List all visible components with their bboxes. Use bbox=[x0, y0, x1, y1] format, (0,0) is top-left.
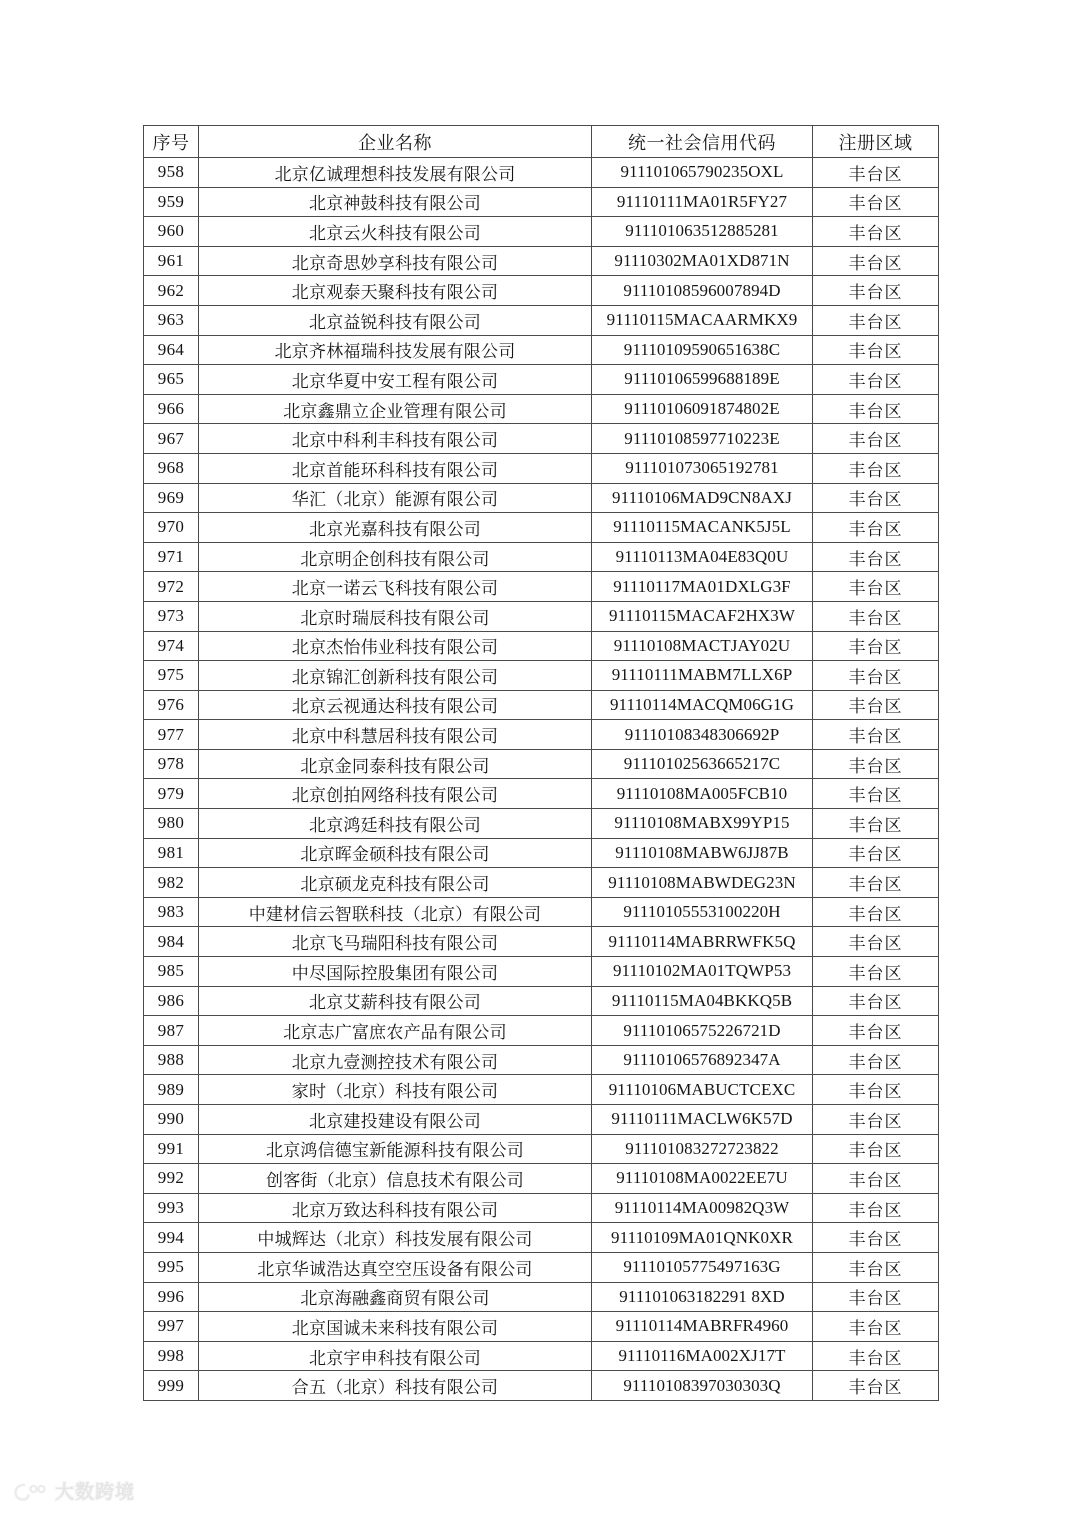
logo-mark-icon bbox=[14, 1482, 48, 1502]
cell-credit-code: 91110108397030303Q bbox=[592, 1371, 813, 1401]
cell-company-name: 北京一诺云飞科技有限公司 bbox=[199, 572, 592, 602]
table-row bbox=[144, 305, 939, 335]
cell-index: 973 bbox=[144, 601, 199, 631]
cell-region: 丰台区 bbox=[813, 246, 939, 276]
cell-credit-code: 91110106575226721D bbox=[592, 1016, 813, 1046]
cell-credit-code: 91110102563665217C bbox=[592, 749, 813, 779]
cell-index: 997 bbox=[144, 1312, 199, 1342]
cell-index: 978 bbox=[144, 749, 199, 779]
cell-credit-code: 91110114MABRFR4960 bbox=[592, 1312, 813, 1342]
cell-company-name: 北京明企创科技有限公司 bbox=[199, 542, 592, 572]
table-row bbox=[144, 1164, 939, 1194]
table-header-row bbox=[144, 126, 939, 158]
cell-region: 丰台区 bbox=[813, 838, 939, 868]
cell-region: 丰台区 bbox=[813, 809, 939, 839]
cell-index: 962 bbox=[144, 276, 199, 306]
cell-region: 丰台区 bbox=[813, 631, 939, 661]
cell-region: 丰台区 bbox=[813, 158, 939, 188]
cell-index: 988 bbox=[144, 1045, 199, 1075]
table-row bbox=[144, 1252, 939, 1282]
table-row bbox=[144, 217, 939, 247]
cell-company-name: 北京华诚浩达真空空压设备有限公司 bbox=[199, 1252, 592, 1282]
table-row bbox=[144, 453, 939, 483]
table-row bbox=[144, 542, 939, 572]
cell-credit-code: 91110114MACQM06G1G bbox=[592, 690, 813, 720]
cell-credit-code: 911101063512885281 bbox=[592, 217, 813, 247]
table-row bbox=[144, 483, 939, 513]
cell-company-name: 北京宇申科技有限公司 bbox=[199, 1341, 592, 1371]
cell-index: 965 bbox=[144, 365, 199, 395]
cell-company-name: 北京云视通达科技有限公司 bbox=[199, 690, 592, 720]
cell-company-name: 北京鸿廷科技有限公司 bbox=[199, 809, 592, 839]
cell-region: 丰台区 bbox=[813, 720, 939, 750]
cell-company-name: 创客街（北京）信息技术有限公司 bbox=[199, 1164, 592, 1194]
cell-company-name: 北京飞马瑞阳科技有限公司 bbox=[199, 927, 592, 957]
cell-credit-code: 91110114MABRRWFK5Q bbox=[592, 927, 813, 957]
cell-company-name: 北京创拍网络科技有限公司 bbox=[199, 779, 592, 809]
table-body bbox=[144, 158, 939, 1401]
table-row bbox=[144, 1282, 939, 1312]
cell-credit-code: 91110109MA01QNK0XR bbox=[592, 1223, 813, 1253]
cell-company-name: 北京硕龙克科技有限公司 bbox=[199, 868, 592, 898]
table-row bbox=[144, 986, 939, 1016]
cell-region: 丰台区 bbox=[813, 661, 939, 691]
cell-index: 963 bbox=[144, 305, 199, 335]
cell-index: 959 bbox=[144, 187, 199, 217]
cell-region: 丰台区 bbox=[813, 1164, 939, 1194]
table-row bbox=[144, 957, 939, 987]
cell-company-name: 北京中科慧居科技有限公司 bbox=[199, 720, 592, 750]
table-row bbox=[144, 1134, 939, 1164]
cell-company-name: 北京益锐科技有限公司 bbox=[199, 305, 592, 335]
registry-table bbox=[143, 125, 939, 1401]
cell-credit-code: 91110111MABM7LLX6P bbox=[592, 661, 813, 691]
cell-company-name: 北京志广富庶农产品有限公司 bbox=[199, 1016, 592, 1046]
table-row bbox=[144, 335, 939, 365]
cell-index: 999 bbox=[144, 1371, 199, 1401]
cell-index: 986 bbox=[144, 986, 199, 1016]
cell-region: 丰台区 bbox=[813, 335, 939, 365]
table-row bbox=[144, 1371, 939, 1401]
cell-company-name: 北京时瑞辰科技有限公司 bbox=[199, 601, 592, 631]
cell-region: 丰台区 bbox=[813, 1223, 939, 1253]
cell-credit-code: 91110108MA0022EE7U bbox=[592, 1164, 813, 1194]
cell-index: 985 bbox=[144, 957, 199, 987]
cell-index: 980 bbox=[144, 809, 199, 839]
cell-index: 993 bbox=[144, 1193, 199, 1223]
cell-credit-code: 91110108MABW6JJ87B bbox=[592, 838, 813, 868]
cell-region: 丰台区 bbox=[813, 986, 939, 1016]
cell-credit-code: 91110115MA04BKKQ5B bbox=[592, 986, 813, 1016]
table-row bbox=[144, 365, 939, 395]
table-header bbox=[144, 126, 939, 158]
cell-credit-code: 91110108MA005FCB10 bbox=[592, 779, 813, 809]
table-row bbox=[144, 1045, 939, 1075]
cell-index: 981 bbox=[144, 838, 199, 868]
cell-index: 982 bbox=[144, 868, 199, 898]
cell-region: 丰台区 bbox=[813, 1134, 939, 1164]
cell-region: 丰台区 bbox=[813, 187, 939, 217]
cell-index: 972 bbox=[144, 572, 199, 602]
cell-credit-code: 91110115MACAARMKX9 bbox=[592, 305, 813, 335]
cell-credit-code: 91110106599688189E bbox=[592, 365, 813, 395]
table-row bbox=[144, 1341, 939, 1371]
cell-company-name: 中城辉达（北京）科技发展有限公司 bbox=[199, 1223, 592, 1253]
table-row bbox=[144, 1105, 939, 1135]
cell-index: 971 bbox=[144, 542, 199, 572]
cell-region: 丰台区 bbox=[813, 601, 939, 631]
cell-company-name: 北京杰怡伟业科技有限公司 bbox=[199, 631, 592, 661]
cell-region: 丰台区 bbox=[813, 927, 939, 957]
cell-index: 961 bbox=[144, 246, 199, 276]
cell-credit-code: 91110115MACANK5J5L bbox=[592, 513, 813, 543]
cell-index: 979 bbox=[144, 779, 199, 809]
cell-region: 丰台区 bbox=[813, 513, 939, 543]
cell-region: 丰台区 bbox=[813, 1016, 939, 1046]
table-row bbox=[144, 690, 939, 720]
table-row bbox=[144, 868, 939, 898]
table-row bbox=[144, 572, 939, 602]
cell-region: 丰台区 bbox=[813, 779, 939, 809]
cell-index: 995 bbox=[144, 1252, 199, 1282]
cell-credit-code: 91110102MA01TQWP53 bbox=[592, 957, 813, 987]
cell-index: 990 bbox=[144, 1105, 199, 1135]
table-row bbox=[144, 246, 939, 276]
cell-credit-code: 91110111MA01R5FY27 bbox=[592, 187, 813, 217]
cell-region: 丰台区 bbox=[813, 1193, 939, 1223]
column-header-name: 企业名称 bbox=[199, 126, 592, 158]
cell-region: 丰台区 bbox=[813, 1371, 939, 1401]
cell-credit-code: 91110108MABWDEG23N bbox=[592, 868, 813, 898]
table-row bbox=[144, 1223, 939, 1253]
cell-region: 丰台区 bbox=[813, 749, 939, 779]
cell-credit-code: 91110105775497163G bbox=[592, 1252, 813, 1282]
cell-credit-code: 91110117MA01DXLG3F bbox=[592, 572, 813, 602]
cell-company-name: 家时（北京）科技有限公司 bbox=[199, 1075, 592, 1105]
cell-credit-code: 91110116MA002XJ17T bbox=[592, 1341, 813, 1371]
cell-index: 994 bbox=[144, 1223, 199, 1253]
cell-region: 丰台区 bbox=[813, 542, 939, 572]
cell-credit-code: 91110113MA04E83Q0U bbox=[592, 542, 813, 572]
cell-company-name: 北京艾薪科技有限公司 bbox=[199, 986, 592, 1016]
cell-company-name: 北京鸿信德宝新能源科技有限公司 bbox=[199, 1134, 592, 1164]
watermark-text: 大数跨境 bbox=[55, 1480, 136, 1503]
cell-company-name: 中尽国际控股集团有限公司 bbox=[199, 957, 592, 987]
cell-region: 丰台区 bbox=[813, 394, 939, 424]
table-row bbox=[144, 720, 939, 750]
cell-credit-code: 911101073065192781 bbox=[592, 453, 813, 483]
cell-index: 976 bbox=[144, 690, 199, 720]
table-row bbox=[144, 187, 939, 217]
cell-region: 丰台区 bbox=[813, 957, 939, 987]
cell-index: 984 bbox=[144, 927, 199, 957]
cell-index: 969 bbox=[144, 483, 199, 513]
cell-index: 968 bbox=[144, 453, 199, 483]
table-row bbox=[144, 513, 939, 543]
cell-company-name: 北京万致达科科技有限公司 bbox=[199, 1193, 592, 1223]
table-row bbox=[144, 749, 939, 779]
cell-company-name: 合五（北京）科技有限公司 bbox=[199, 1371, 592, 1401]
table-row bbox=[144, 631, 939, 661]
table-row bbox=[144, 1016, 939, 1046]
cell-region: 丰台区 bbox=[813, 1312, 939, 1342]
cell-company-name: 北京锦汇创新科技有限公司 bbox=[199, 661, 592, 691]
cell-credit-code: 91110106576892347A bbox=[592, 1045, 813, 1075]
cell-credit-code: 91110108348306692P bbox=[592, 720, 813, 750]
cell-index: 996 bbox=[144, 1282, 199, 1312]
cell-credit-code: 91110108597710223E bbox=[592, 424, 813, 454]
cell-credit-code: 91110115MACAF2HX3W bbox=[592, 601, 813, 631]
cell-credit-code: 91110106MABUCTCEXC bbox=[592, 1075, 813, 1105]
cell-region: 丰台区 bbox=[813, 897, 939, 927]
cell-company-name: 北京中科利丰科技有限公司 bbox=[199, 424, 592, 454]
cell-region: 丰台区 bbox=[813, 868, 939, 898]
cell-index: 983 bbox=[144, 897, 199, 927]
cell-company-name: 中建材信云智联科技（北京）有限公司 bbox=[199, 897, 592, 927]
cell-region: 丰台区 bbox=[813, 1282, 939, 1312]
cell-company-name: 北京奇思妙享科技有限公司 bbox=[199, 246, 592, 276]
column-header-index: 序号 bbox=[144, 126, 199, 158]
cell-company-name: 北京观泰天聚科技有限公司 bbox=[199, 276, 592, 306]
table-row bbox=[144, 809, 939, 839]
column-header-region: 注册区域 bbox=[813, 126, 939, 158]
cell-credit-code: 91110109590651638C bbox=[592, 335, 813, 365]
cell-credit-code: 91110105553100220H bbox=[592, 897, 813, 927]
cell-index: 964 bbox=[144, 335, 199, 365]
cell-region: 丰台区 bbox=[813, 1252, 939, 1282]
cell-region: 丰台区 bbox=[813, 217, 939, 247]
cell-company-name: 华汇（北京）能源有限公司 bbox=[199, 483, 592, 513]
cell-credit-code: 91110111MACLW6K57D bbox=[592, 1105, 813, 1135]
cell-region: 丰台区 bbox=[813, 424, 939, 454]
table-row bbox=[144, 1193, 939, 1223]
cell-credit-code: 91110106091874802E bbox=[592, 394, 813, 424]
cell-company-name: 北京云火科技有限公司 bbox=[199, 217, 592, 247]
cell-company-name: 北京齐林福瑞科技发展有限公司 bbox=[199, 335, 592, 365]
table-row bbox=[144, 1312, 939, 1342]
cell-region: 丰台区 bbox=[813, 483, 939, 513]
cell-company-name: 北京九壹测控技术有限公司 bbox=[199, 1045, 592, 1075]
table-row bbox=[144, 927, 939, 957]
cell-index: 992 bbox=[144, 1164, 199, 1194]
cell-index: 975 bbox=[144, 661, 199, 691]
cell-region: 丰台区 bbox=[813, 1341, 939, 1371]
cell-credit-code: 91110114MA00982Q3W bbox=[592, 1193, 813, 1223]
cell-credit-code: 91110106MAD9CN8AXJ bbox=[592, 483, 813, 513]
cell-company-name: 北京金同泰科技有限公司 bbox=[199, 749, 592, 779]
cell-region: 丰台区 bbox=[813, 305, 939, 335]
cell-region: 丰台区 bbox=[813, 690, 939, 720]
cell-region: 丰台区 bbox=[813, 1105, 939, 1135]
table-row bbox=[144, 158, 939, 188]
cell-credit-code: 911101083272723822 bbox=[592, 1134, 813, 1164]
table-row bbox=[144, 897, 939, 927]
cell-company-name: 北京国诚未来科技有限公司 bbox=[199, 1312, 592, 1342]
cell-index: 998 bbox=[144, 1341, 199, 1371]
cell-company-name: 北京鑫鼎立企业管理有限公司 bbox=[199, 394, 592, 424]
table-row bbox=[144, 601, 939, 631]
cell-region: 丰台区 bbox=[813, 365, 939, 395]
table-row bbox=[144, 661, 939, 691]
cell-credit-code: 911101065790235OXL bbox=[592, 158, 813, 188]
cell-region: 丰台区 bbox=[813, 1075, 939, 1105]
cell-credit-code: 91110108MACTJAY02U bbox=[592, 631, 813, 661]
cell-company-name: 北京晖金硕科技有限公司 bbox=[199, 838, 592, 868]
cell-index: 974 bbox=[144, 631, 199, 661]
cell-company-name: 北京神鼓科技有限公司 bbox=[199, 187, 592, 217]
cell-index: 987 bbox=[144, 1016, 199, 1046]
cell-region: 丰台区 bbox=[813, 453, 939, 483]
cell-company-name: 北京首能环科科技有限公司 bbox=[199, 453, 592, 483]
cell-company-name: 北京华夏中安工程有限公司 bbox=[199, 365, 592, 395]
cell-index: 991 bbox=[144, 1134, 199, 1164]
cell-index: 967 bbox=[144, 424, 199, 454]
cell-credit-code: 91110108596007894D bbox=[592, 276, 813, 306]
cell-credit-code: 911101063182291 8XD bbox=[592, 1282, 813, 1312]
cell-company-name: 北京海融鑫商贸有限公司 bbox=[199, 1282, 592, 1312]
watermark bbox=[14, 1482, 135, 1502]
cell-region: 丰台区 bbox=[813, 1045, 939, 1075]
cell-company-name: 北京亿诚理想科技发展有限公司 bbox=[199, 158, 592, 188]
cell-index: 970 bbox=[144, 513, 199, 543]
table-row bbox=[144, 838, 939, 868]
table-row bbox=[144, 779, 939, 809]
cell-index: 958 bbox=[144, 158, 199, 188]
cell-credit-code: 91110108MABX99YP15 bbox=[592, 809, 813, 839]
cell-credit-code: 91110302MA01XD871N bbox=[592, 246, 813, 276]
table-row bbox=[144, 276, 939, 306]
cell-index: 966 bbox=[144, 394, 199, 424]
cell-company-name: 北京建投建设有限公司 bbox=[199, 1105, 592, 1135]
column-header-code: 统一社会信用代码 bbox=[592, 126, 813, 158]
cell-index: 977 bbox=[144, 720, 199, 750]
cell-index: 960 bbox=[144, 217, 199, 247]
table-row bbox=[144, 394, 939, 424]
cell-company-name: 北京光嘉科技有限公司 bbox=[199, 513, 592, 543]
registry-table-container bbox=[143, 125, 938, 1401]
cell-region: 丰台区 bbox=[813, 276, 939, 306]
cell-index: 989 bbox=[144, 1075, 199, 1105]
table-row bbox=[144, 424, 939, 454]
cell-region: 丰台区 bbox=[813, 572, 939, 602]
table-row bbox=[144, 1075, 939, 1105]
